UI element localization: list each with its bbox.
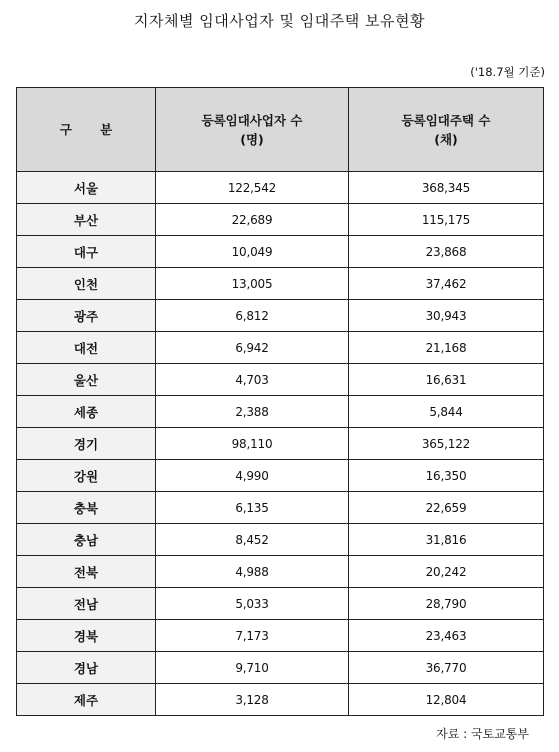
table-body — [17, 172, 544, 716]
houses-cell: 30,943 — [349, 300, 544, 332]
header-operators — [156, 88, 349, 172]
houses-cell: 37,462 — [349, 268, 544, 300]
region-cell: 대전 — [17, 332, 156, 364]
table-row — [17, 652, 544, 684]
source-note: 자료 : 국토교통부 — [436, 727, 529, 741]
region-cell: 경기 — [17, 428, 156, 460]
houses-cell: 16,631 — [349, 364, 544, 396]
operators-cell: 5,033 — [156, 588, 349, 620]
region-cell: 강원 — [17, 460, 156, 492]
operators-cell: 9,710 — [156, 652, 349, 684]
rental-status-table — [16, 87, 544, 716]
operators-cell: 98,110 — [156, 428, 349, 460]
region-cell: 부산 — [17, 204, 156, 236]
houses-cell: 115,175 — [349, 204, 544, 236]
region-cell: 경남 — [17, 652, 156, 684]
operators-cell: 122,542 — [156, 172, 349, 204]
table-row — [17, 204, 544, 236]
region-cell: 대구 — [17, 236, 156, 268]
header-houses — [349, 88, 544, 172]
region-cell: 경북 — [17, 620, 156, 652]
operators-cell: 8,452 — [156, 524, 349, 556]
table-row — [17, 460, 544, 492]
region-cell: 서울 — [17, 172, 156, 204]
header-region: 구 분 — [17, 88, 156, 172]
region-cell: 제주 — [17, 684, 156, 716]
header-operators-label: 등록임대사업자 수 — [201, 112, 303, 128]
header-operators-unit: (명) — [240, 131, 264, 147]
houses-cell: 368,345 — [349, 172, 544, 204]
operators-cell: 6,135 — [156, 492, 349, 524]
operators-cell: 4,703 — [156, 364, 349, 396]
houses-cell: 36,770 — [349, 652, 544, 684]
houses-cell: 31,816 — [349, 524, 544, 556]
table-row — [17, 332, 544, 364]
header-houses-unit: (채) — [434, 131, 458, 147]
operators-cell: 4,990 — [156, 460, 349, 492]
houses-cell: 23,868 — [349, 236, 544, 268]
region-cell: 세종 — [17, 396, 156, 428]
table-row — [17, 588, 544, 620]
houses-cell: 16,350 — [349, 460, 544, 492]
operators-cell: 6,942 — [156, 332, 349, 364]
table-row — [17, 428, 544, 460]
houses-cell: 365,122 — [349, 428, 544, 460]
table-row — [17, 524, 544, 556]
table-row — [17, 396, 544, 428]
houses-cell: 28,790 — [349, 588, 544, 620]
operators-cell: 3,128 — [156, 684, 349, 716]
table-row — [17, 300, 544, 332]
table-row — [17, 172, 544, 204]
region-cell: 전북 — [17, 556, 156, 588]
table-row — [17, 236, 544, 268]
table-row — [17, 268, 544, 300]
houses-cell: 21,168 — [349, 332, 544, 364]
operators-cell: 2,388 — [156, 396, 349, 428]
page-title: 지자체별 임대사업자 및 임대주택 보유현황 — [134, 12, 425, 30]
region-cell: 충북 — [17, 492, 156, 524]
houses-cell: 20,242 — [349, 556, 544, 588]
operators-cell: 13,005 — [156, 268, 349, 300]
houses-cell: 5,844 — [349, 396, 544, 428]
region-cell: 울산 — [17, 364, 156, 396]
basis-note: ('18.7월 기준) — [470, 65, 545, 79]
operators-cell: 6,812 — [156, 300, 349, 332]
houses-cell: 23,463 — [349, 620, 544, 652]
table-header-row — [17, 88, 544, 172]
table-row — [17, 684, 544, 716]
table-row — [17, 556, 544, 588]
houses-cell: 12,804 — [349, 684, 544, 716]
houses-cell: 22,659 — [349, 492, 544, 524]
operators-cell: 7,173 — [156, 620, 349, 652]
region-cell: 인천 — [17, 268, 156, 300]
operators-cell: 10,049 — [156, 236, 349, 268]
region-cell: 전남 — [17, 588, 156, 620]
header-houses-label: 등록임대주택 수 — [401, 112, 491, 128]
operators-cell: 22,689 — [156, 204, 349, 236]
table-row — [17, 620, 544, 652]
table-row — [17, 492, 544, 524]
table-row — [17, 364, 544, 396]
operators-cell: 4,988 — [156, 556, 349, 588]
region-cell: 충남 — [17, 524, 156, 556]
region-cell: 광주 — [17, 300, 156, 332]
